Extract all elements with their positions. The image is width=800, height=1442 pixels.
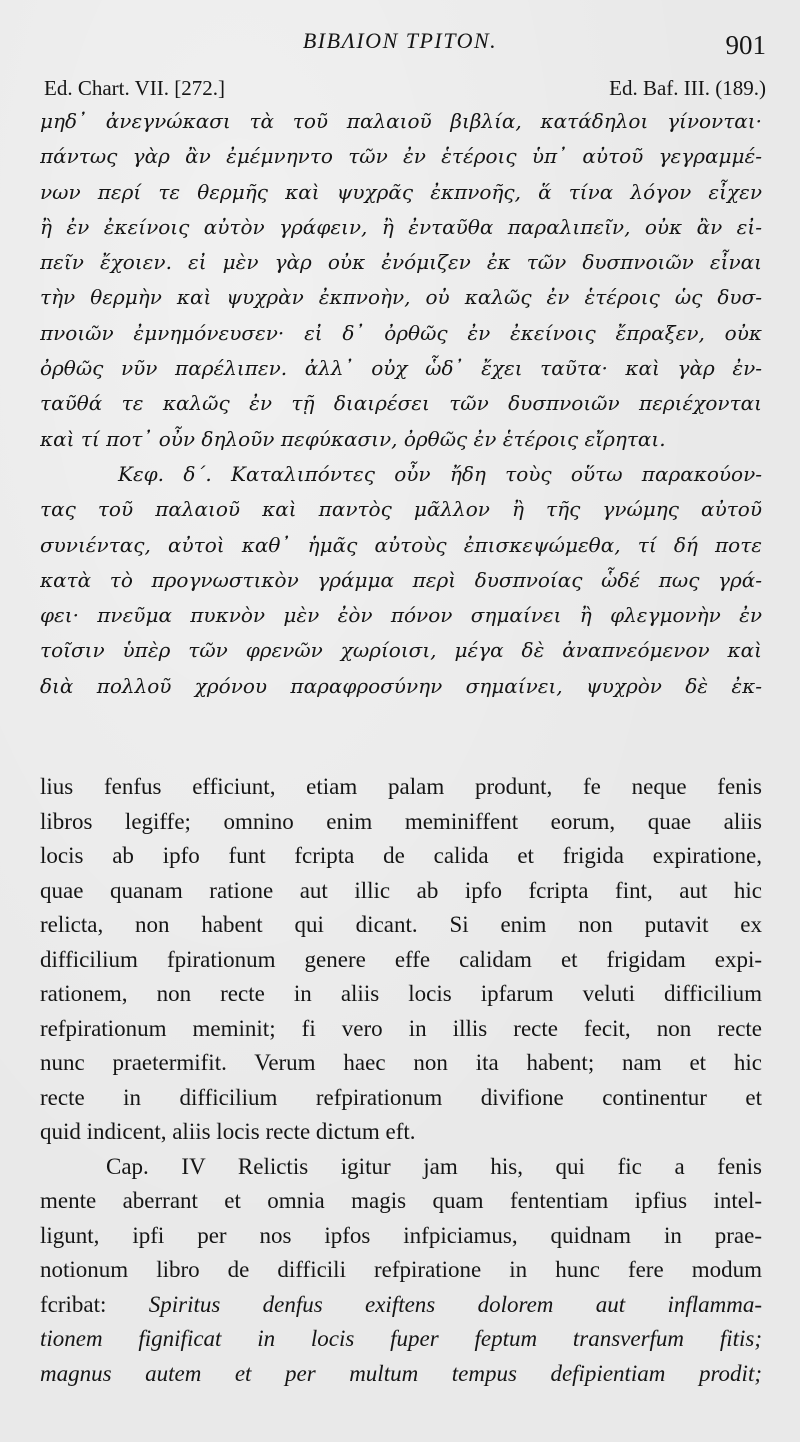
latin-italic-quotation: magnus autem et per multum tempus defipientiam prodit; (40, 1360, 762, 1386)
latin-chapter-heading-line: Cap. IV Relictis igitur jam his, qui fic a fenis (106, 1153, 762, 1179)
latin-text-block (40, 770, 762, 1391)
greek-line: φει· πνεῦμα πυκνὸν μὲν ἐὸν πόνον σημαίνει ἢ φλεγμονὴν ἐν (40, 603, 762, 628)
greek-line: πνοιῶν ἐμνημόνευσεν· εἰ δ᾽ ὀρθῶς ἐν ἐκείνοις ἔπραξεν, οὐκ (40, 320, 762, 345)
latin-line (40, 1288, 762, 1323)
latin-line: refpirationum meminit; fi vero in illis recte fecit, non recte (40, 1015, 762, 1041)
latin-roman-text: fcribat: (40, 1291, 149, 1317)
greek-line: ὀρθῶς νῦν παρέλιπεν. ἀλλ᾽ οὐχ ὧδ᾽ ἔχει ταῦτα· καὶ γὰρ ἐν- (40, 356, 762, 381)
latin-line: mente aberrant et omnia magis quam fententiam ipfius intel- (40, 1188, 762, 1213)
latin-italic-quotation: Spiritus denfus exiftens dolorem aut inflamma- (148, 1291, 762, 1317)
running-title: ΒΙΒΛΙΟΝ ΤΡΙΤΟΝ. (302, 28, 498, 53)
page-number: 901 (725, 30, 766, 60)
latin-line: quae quanam ratione aut illic ab ipfo fcripta fint, aut hic (40, 877, 762, 903)
latin-line: quid indicent, aliis locis recte dictum eft. (40, 1119, 416, 1144)
latin-line: nunc praetermifit. Verum haec non ita habent; nam et hic (40, 1050, 762, 1075)
greek-chapter-heading-line: Κεφ. δ΄. Καταλιπόντες οὖν ἤδη τοὺς οὕτω παρακούον- (118, 461, 762, 486)
latin-line: locis ab ipfo funt fcripta de calida et frigida expiratione, (40, 843, 762, 868)
greek-text-block (40, 104, 762, 704)
latin-line: difficilium fpirationum genere effe calidam et frigidam expi- (40, 946, 762, 972)
edition-reference-right: Ed. Baf. III. (189.) (609, 76, 766, 100)
greek-line: ταῦθά τε καλῶς ἐν τῇ διαιρέσει τῶν δυσπνοιῶν περιέχονται (40, 391, 762, 416)
latin-line: recte in difficilium refpirationum divifione continentur et (40, 1084, 762, 1110)
latin-italic-quotation: tionem fignificat in locis fuper feptum transverfum fitis; (40, 1326, 762, 1351)
greek-line: πάντως γὰρ ἂν ἐμέμνηντο τῶν ἐν ἑτέροις ὑπ᾽ αὐτοῦ γεγραμμέ- (40, 144, 762, 169)
greek-line: κατὰ τὸ προγνωστικὸν γράμμα περὶ δυσπνοίας ὧδέ πως γρά- (40, 567, 762, 592)
greek-line: ἢ ἐν ἐκείνοις αὐτὸν γράφειν, ἢ ἐνταῦθα παραλιπεῖν, οὐκ ἂν εἰ- (40, 214, 762, 239)
latin-line: rationem, non recte in aliis locis ipfarum veluti difficilium (40, 981, 762, 1006)
greek-line: τὴν θερμὴν καὶ ψυχρὰν ἐκπνοὴν, οὐ καλῶς ἐν ἑτέροις ὡς δυσ- (40, 285, 762, 310)
greek-line: καὶ τί ποτ᾽ οὖν δηλοῦν πεφύκασιν, ὀρθῶς ἐν ἑτέροις εἴρηται. (40, 426, 666, 451)
latin-line: relicta, non habent qui dicant. Si enim non putavit ex (40, 912, 762, 937)
latin-line (40, 1322, 762, 1357)
greek-line: διὰ πολλοῦ χρόνου παραφροσύνην σημαίνει, ψυχρὸν δὲ ἐκ- (40, 673, 762, 698)
greek-line: τας τοῦ παλαιοῦ καὶ παντὸς μᾶλλον ἢ τῆς γνώμης αὐτοῦ (40, 497, 762, 522)
greek-line: τοῖσιν ὑπὲρ τῶν φρενῶν χωρίοισι, μέγα δὲ ἀναπνεόμενον καὶ (40, 638, 762, 663)
edition-reference-left: Ed. Chart. VII. [272.] (44, 76, 225, 100)
latin-line: libros legiffe; omnino enim meminiffent eorum, quae aliis (40, 808, 762, 834)
latin-line (40, 1357, 762, 1392)
greek-line: συνιέντας, αὐτοὶ καθ᾽ ἡμᾶς αὐτοὺς ἐπισκεψώμεθα, τί δή ποτε (40, 532, 762, 557)
greek-line: πεῖν ἔχοιεν. εἰ μὲν γὰρ οὐκ ἐνόμιζεν ἐκ τῶν δυσπνοιῶν εἶναι (40, 250, 762, 275)
greek-line: μηδ᾽ ἀνεγνώκασι τὰ τοῦ παλαιοῦ βιβλία, κατάδηλοι γίνονται· (40, 109, 762, 133)
greek-line: νων περί τε θερμῆς καὶ ψυχρᾶς ἐκπνοῆς, ἅ τίνα λόγον εἶχεν (40, 179, 762, 204)
latin-line: lius fenfus efficiunt, etiam palam produnt, fe neque fenis (40, 774, 762, 799)
latin-line: notionum libro de difficili refpiratione in hunc fere modum (40, 1257, 762, 1282)
latin-line: ligunt, ipfi per nos ipfos infpiciamus, quidnam in prae- (40, 1222, 762, 1248)
